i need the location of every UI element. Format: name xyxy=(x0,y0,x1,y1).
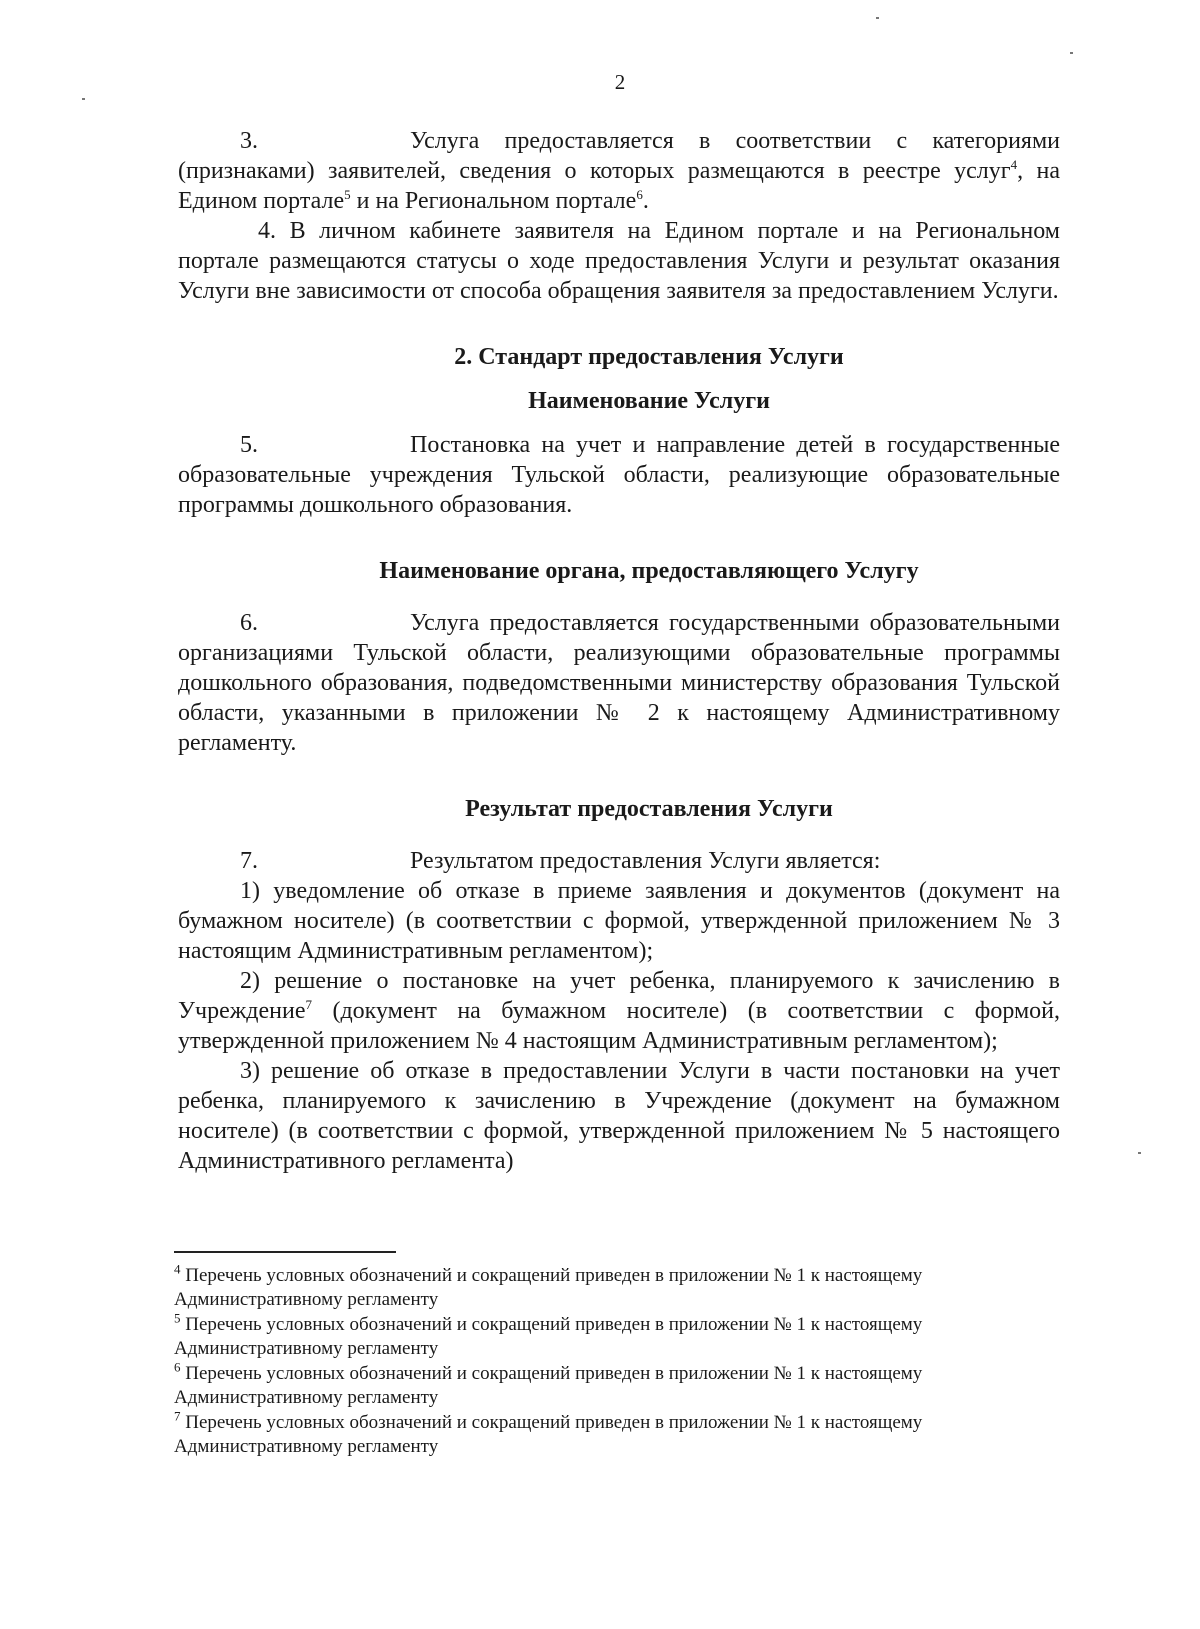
result-item-3: 3) решение об отказе в предоставлении Услуги в части постановки на учет ребенка, планируемого к зачислению в Учреждение (документ на бумажном носителе) (в соответствии с формой, утвержденной приложением № 5 настоящего Административного регламента) xyxy=(178,1058,1060,1174)
scan-speck xyxy=(1070,52,1073,54)
footnote-mark: 4 xyxy=(174,1261,181,1277)
paragraph-number: 7. xyxy=(240,848,258,874)
footnote: $^7$ Перечень условных обозначений и сокращений приведен в приложении № 1 к настоящему Административному регламенту xyxy=(174,1408,923,1457)
footnote-separator xyxy=(174,1251,396,1253)
footnote-ref: 7 xyxy=(305,997,312,1012)
result-item-2: 2) решение о постановке на учет ребенка, планируемого к зачислению в Учреждение$^7$ (документ на бумажном носителе) (в соответствии с формой, утвержденной приложением № 4 настоящим Административным регламентом); xyxy=(178,968,1060,1054)
footnote-ref: 4 xyxy=(1010,157,1018,172)
paragraph-5: 5. Постановка на учет и направление детей в государственные образовательные учреждения Тульской области, реализующие образовательные программы дошкольного образования. xyxy=(178,432,1060,518)
paragraph-number: 3. xyxy=(240,128,258,154)
footnote-mark: 5 xyxy=(174,1310,181,1326)
page-number: 2 xyxy=(614,70,626,94)
footnote-ref: 6 xyxy=(636,187,643,202)
paragraph-number: 6. xyxy=(240,610,258,636)
scan-speck xyxy=(82,98,85,100)
paragraph-3: 3. Услуга предоставляется в соответствии с категориями (признаками) заявителей, сведения о которых размещаются в реестре услуг$^4$, на Едином портале$^5$ и на Региональном портале$^6$. xyxy=(178,128,1060,214)
footnote-mark: 7 xyxy=(174,1408,181,1424)
heading-organ: Наименование органа, предоставляющего Услугу xyxy=(379,558,919,584)
result-item-1: 1) уведомление об отказе в приеме заявления и документов (документ на бумажном носителе) (в соответствии с формой, утвержденной приложением № 3 настоящим Административным регламентом); xyxy=(178,878,1060,964)
paragraph-7: 7. Результатом предоставления Услуги является: xyxy=(240,848,881,874)
footnote-ref: 5 xyxy=(344,187,351,202)
heading-service-name: Наименование Услуги xyxy=(528,388,770,414)
main-text xyxy=(178,126,1060,1176)
paragraph-number: 5. xyxy=(240,432,258,458)
heading-result: Результат предоставления Услуги xyxy=(465,796,833,822)
scan-speck xyxy=(1138,1152,1141,1154)
section-title: 2. Стандарт предоставления Услуги xyxy=(454,344,844,370)
paragraph-4: 4. В личном кабинете заявителя на Едином портале и на Региональном портале размещаются статусы о ходе предоставления Услуги и результат оказания Услуги вне зависимости от способа обращения заявителя за предоставлением Услуги. xyxy=(178,218,1060,304)
footnotes xyxy=(174,1261,1064,1460)
footnote-mark: 6 xyxy=(174,1359,181,1375)
footnote: $^5$ Перечень условных обозначений и сокращений приведен в приложении № 1 к настоящему Административному регламенту xyxy=(174,1310,923,1359)
footnote: $^6$ Перечень условных обозначений и сокращений приведен в приложении № 1 к настоящему Административному регламенту xyxy=(174,1359,923,1408)
paragraph-6: 6. Услуга предоставляется государственными образовательными организациями Тульской области, реализующими образовательные программы дошкольного образования, подведомственными министерству образования Тульской области, указанными в приложении № 2 к настоящему Административному регламенту. xyxy=(178,610,1060,756)
scan-speck xyxy=(876,17,879,19)
footnote: $^4$ Перечень условных обозначений и сокращений приведен в приложении № 1 к настоящему Административному регламенту xyxy=(174,1261,923,1310)
